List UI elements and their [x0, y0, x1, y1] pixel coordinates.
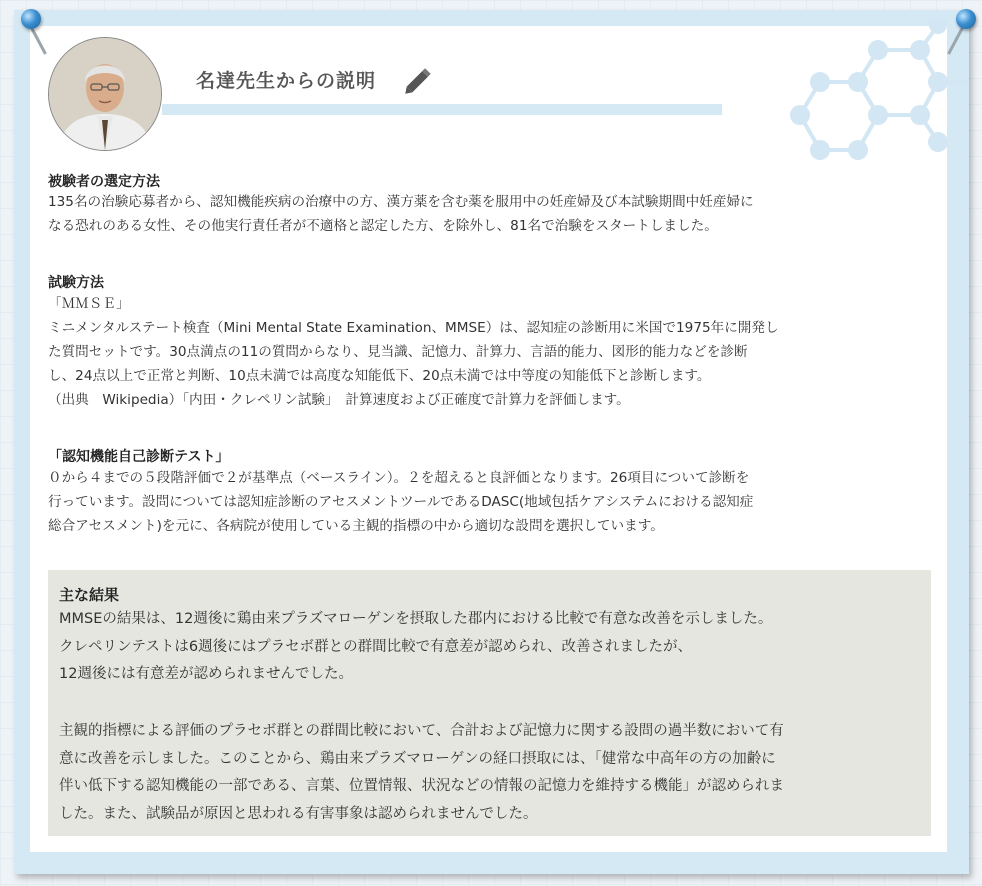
text-line: なる恐れのある女性、その他実行責任者が不適格と認定した方、を除外し、81名で治験をスタートしました。	[48, 218, 718, 234]
results-box	[48, 570, 931, 836]
subject-selection-text	[48, 190, 898, 238]
self-diagnosis-text	[48, 466, 898, 538]
doctor-avatar	[48, 37, 162, 151]
text-line: 行っています。設問については認知症診断のアセスメントツールであるDASC(地域包括ケアシステムにおける認知症	[48, 494, 754, 510]
text-line: 総合アセスメント)を元に、各病院が使用している主観的指標の中から適切な設問を選択しています。	[48, 518, 664, 534]
text-line: 主観的指標による評価のプラセボ群との群間比較において、合計および記憶力に関する設問の過半数において有	[59, 723, 784, 739]
text-line: ミニメンタルステート検査（Mini Mental State Examination、MMSE）は、認知症の診断用に米国で1975年に開発し	[48, 320, 779, 336]
pencil-icon	[400, 63, 436, 99]
self-diagnosis-heading: 「認知機能自己診断テスト」	[48, 449, 230, 465]
text-line: た質問セットです。30点満点の11の質問からなり、見当識、記憶力、計算力、言語的能力、図形的能力などを診断	[48, 344, 748, 360]
mmse-label: 「ＭＭＳＥ」	[48, 296, 130, 312]
text-line: ０から４までの５段階評価で２が基準点（ベースライン）。２を超えると良評価となります。26項目について診断を	[48, 470, 750, 486]
pushpin-left-icon	[21, 9, 41, 29]
subject-selection-heading: 被験者の選定方法	[48, 174, 160, 190]
text-line: した。また、試験品が原因と思われる有害事象は認められませんでした。	[59, 805, 538, 822]
pushpin-right-icon	[956, 9, 976, 29]
results-paragraph-1	[59, 606, 925, 689]
test-method-text	[48, 292, 898, 412]
doctor-portrait	[49, 38, 161, 150]
results-paragraph-2	[59, 718, 925, 828]
molecule-icon	[770, 20, 970, 180]
text-line: 伴い低下する認知機能の一部である、言葉、位置情報、状況などの情報の記憶力を維持する機能」が認められま	[59, 778, 784, 794]
text-line: 意に改善を示しました。このことから、鶏由来プラズマローゲンの経口摂取には、「健常な中高年の方の加齢に	[59, 750, 776, 767]
text-line: MMSEの結果は、12週後に鶏由来プラズマローゲンを摂取した郡内における比較で有意な改善を示しました。	[59, 611, 773, 627]
results-heading: 主な結果	[59, 586, 120, 604]
text-line: し、24点以上で正常と判断、10点未満では高度な知能低下、20点未満では中等度の知能低下と診断します。	[48, 368, 711, 384]
text-line: クレペリンテストは6週後にはプラセボ群との群間比較で有意差が認められ、改善されましたが、	[59, 638, 693, 655]
title-underline-bar	[162, 104, 722, 115]
test-method-heading: 試験方法	[48, 275, 104, 291]
text-line: （出典 Wikipedia）「内田・クレペリン試験」 計算速度および正確度で計算力を評価します。	[48, 392, 630, 408]
text-line: 135名の治験応募者から、認知機能疾病の治療中の方、漢方薬を含む薬を服用中の妊産婦及び本試験期間中妊産婦に	[48, 194, 754, 210]
text-line: 12週後には有意差が認められませんでした。	[59, 666, 353, 682]
page-title: 名達先生からの説明	[196, 70, 377, 92]
